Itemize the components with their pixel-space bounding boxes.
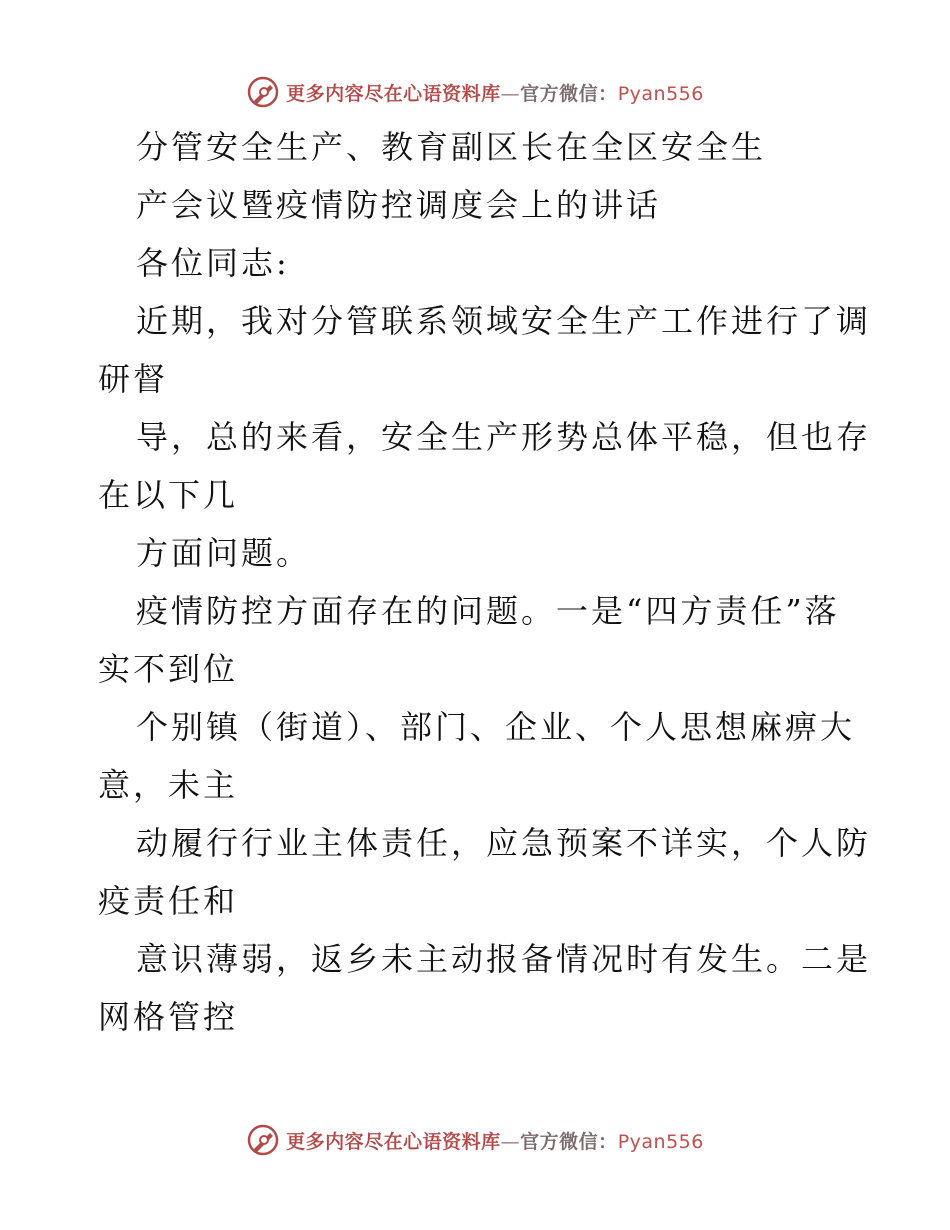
watermark-site-text: 更多内容尽在心语资料库 <box>286 82 501 105</box>
document-body <box>98 118 872 1046</box>
document-title-line-2: 产会议暨疫情防控调度会上的讲话 <box>136 186 662 224</box>
body-line: 动履行行业主体责任，应急预案不详实，个人防 <box>136 824 872 862</box>
body-line: 个别镇（街道）、部门、企业、个人思想麻痹大 <box>136 708 856 746</box>
body-line: 疫情防控方面存在的问题。一是“四方责任”落 <box>136 592 840 630</box>
watermark-dash: — <box>500 1130 521 1153</box>
body-line: 方面问题。 <box>136 534 312 572</box>
body-line: 实不到位 <box>98 650 239 688</box>
body-line: 疫责任和 <box>98 882 239 920</box>
watermark-text <box>286 79 704 106</box>
body-line: 在以下几 <box>98 476 239 514</box>
body-line: 近期，我对分管联系领域安全生产工作进行了调 <box>136 302 872 340</box>
watermark-site-text: 更多内容尽在心语资料库 <box>286 1130 501 1153</box>
body-line: 导，总的来看，安全生产形势总体平稳，但也存 <box>136 418 872 456</box>
pen-logo-icon <box>246 75 280 109</box>
body-line: 网格管控 <box>98 998 239 1036</box>
document-title-line-1: 分管安全生产、教育副区长在全区安全生 <box>136 128 767 166</box>
header-watermark-banner <box>0 70 950 114</box>
body-line: 意，未主 <box>98 766 239 804</box>
pen-logo-icon <box>246 1123 280 1157</box>
watermark-wechat-label: 官方微信： <box>520 82 618 105</box>
watermark-wechat-id: Pyan556 <box>617 1130 704 1153</box>
watermark-wechat-label: 官方微信： <box>520 1130 618 1153</box>
footer-watermark-banner <box>0 1118 950 1162</box>
watermark-dash: — <box>500 82 521 105</box>
body-line: 研督 <box>98 360 169 398</box>
salutation: 各位同志: <box>136 244 290 282</box>
watermark-text <box>286 1127 704 1154</box>
watermark-wechat-id: Pyan556 <box>617 82 704 105</box>
body-line: 意识薄弱，返乡未主动报备情况时有发生。二是 <box>136 940 872 978</box>
